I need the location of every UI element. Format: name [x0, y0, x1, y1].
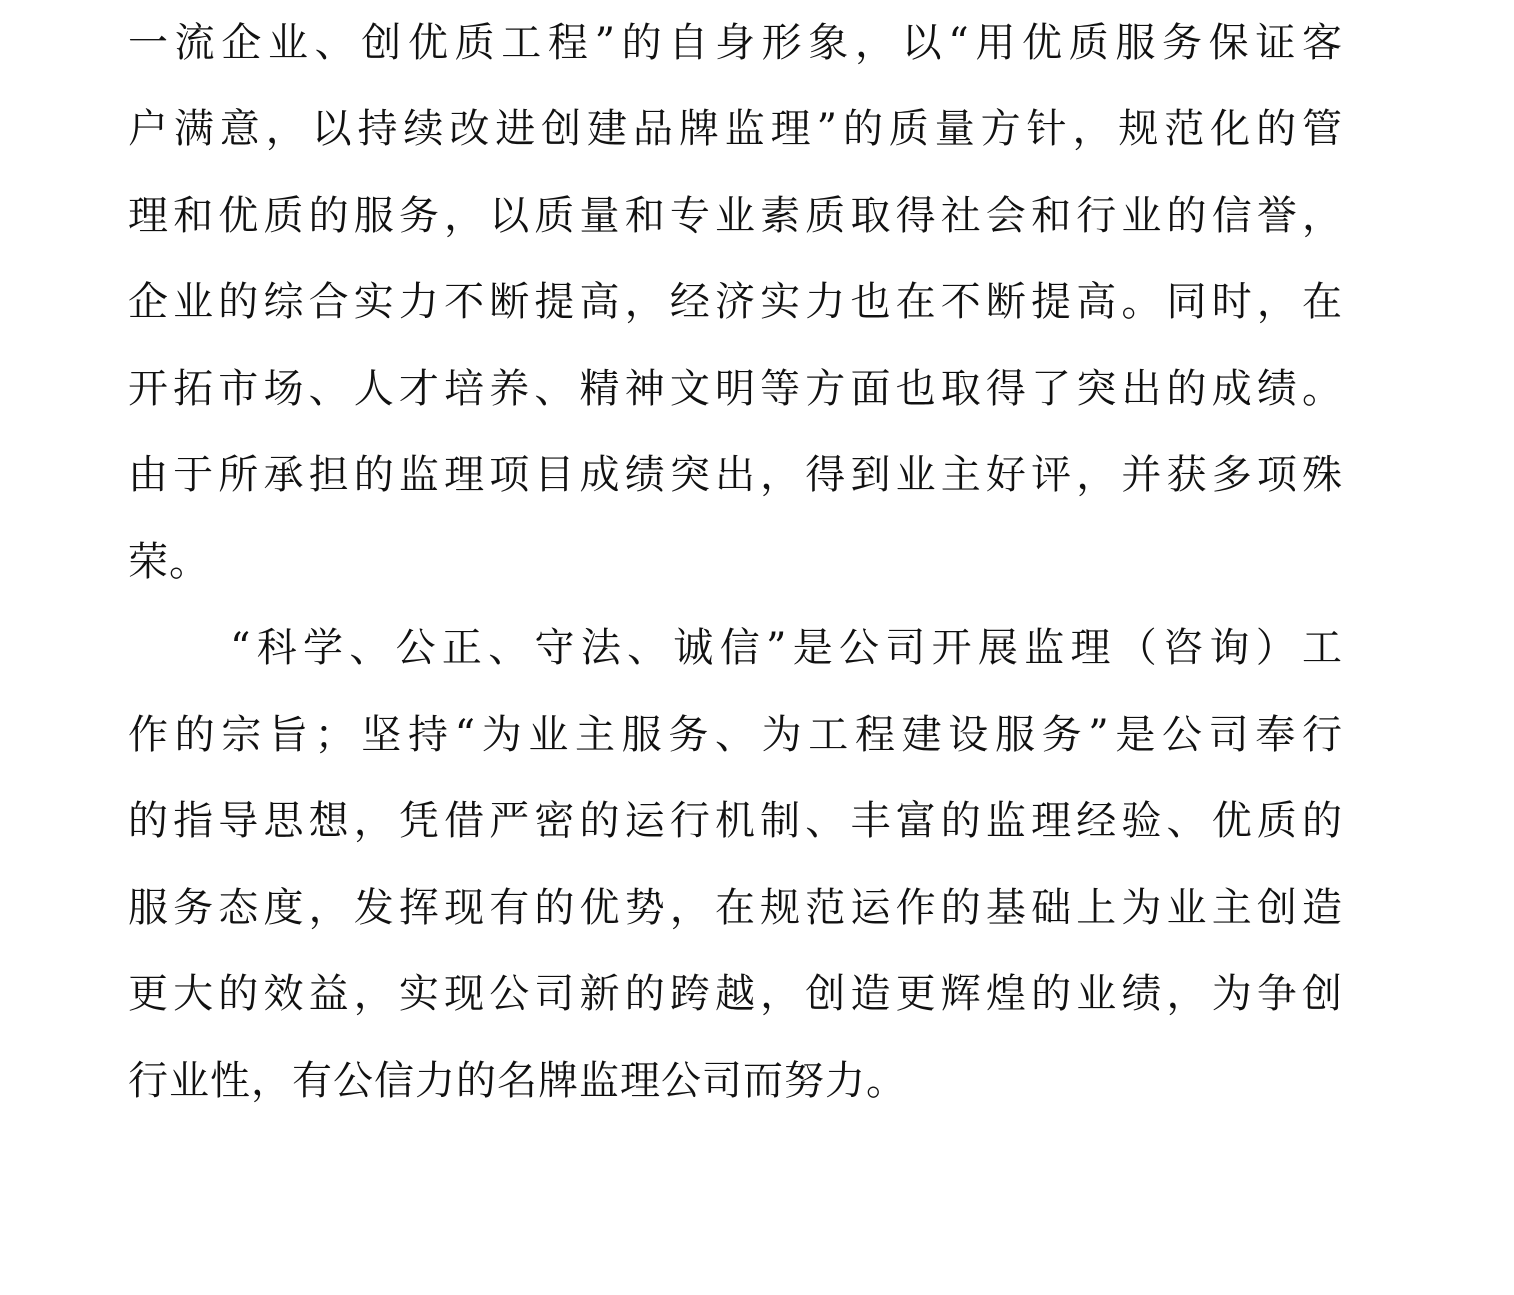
paragraph-1-line-2: 户满意，以持续改进创建品牌监理”的质量方针，规范化的管	[128, 106, 1343, 152]
paragraph-1-line-3: 理和优质的服务，以质量和专业素质取得社会和行业的信誉，	[128, 193, 1343, 239]
paragraph-1-line-4: 企业的综合实力不断提高，经济实力也在不断提高。同时，在	[128, 279, 1343, 325]
paragraph-2-line-5: 更大的效益，实现公司新的跨越，创造更辉煌的业绩，为争创	[128, 971, 1343, 1017]
paragraph-1-line-6: 由于所承担的监理项目成绩突出，得到业主好评，并获多项殊	[128, 452, 1343, 498]
paragraph-2-line-3: 的指导思想，凭借严密的运行机制、丰富的监理经验、优质的	[128, 798, 1343, 844]
paragraph-2-line-4: 服务态度，发挥现有的优势，在规范运作的基础上为业主创造	[128, 885, 1343, 931]
paragraph-2-line-6: 行业性，有公信力的名牌监理公司而努力。	[128, 1058, 907, 1104]
paragraph-2-line-1: “科学、公正、守法、诚信”是公司开展监理（咨询）工	[230, 625, 1343, 671]
paragraph-1-line-7: 荣。	[128, 539, 210, 585]
paragraph-2-line-2: 作的宗旨；坚持“为业主服务、为工程建设服务”是公司奉行	[128, 712, 1343, 758]
paragraph-1-line-5: 开拓市场、人才培养、精神文明等方面也取得了突出的成绩。	[128, 366, 1343, 412]
paragraph-1-line-1: 一流企业、创优质工程”的自身形象，以“用优质服务保证客	[128, 20, 1343, 66]
